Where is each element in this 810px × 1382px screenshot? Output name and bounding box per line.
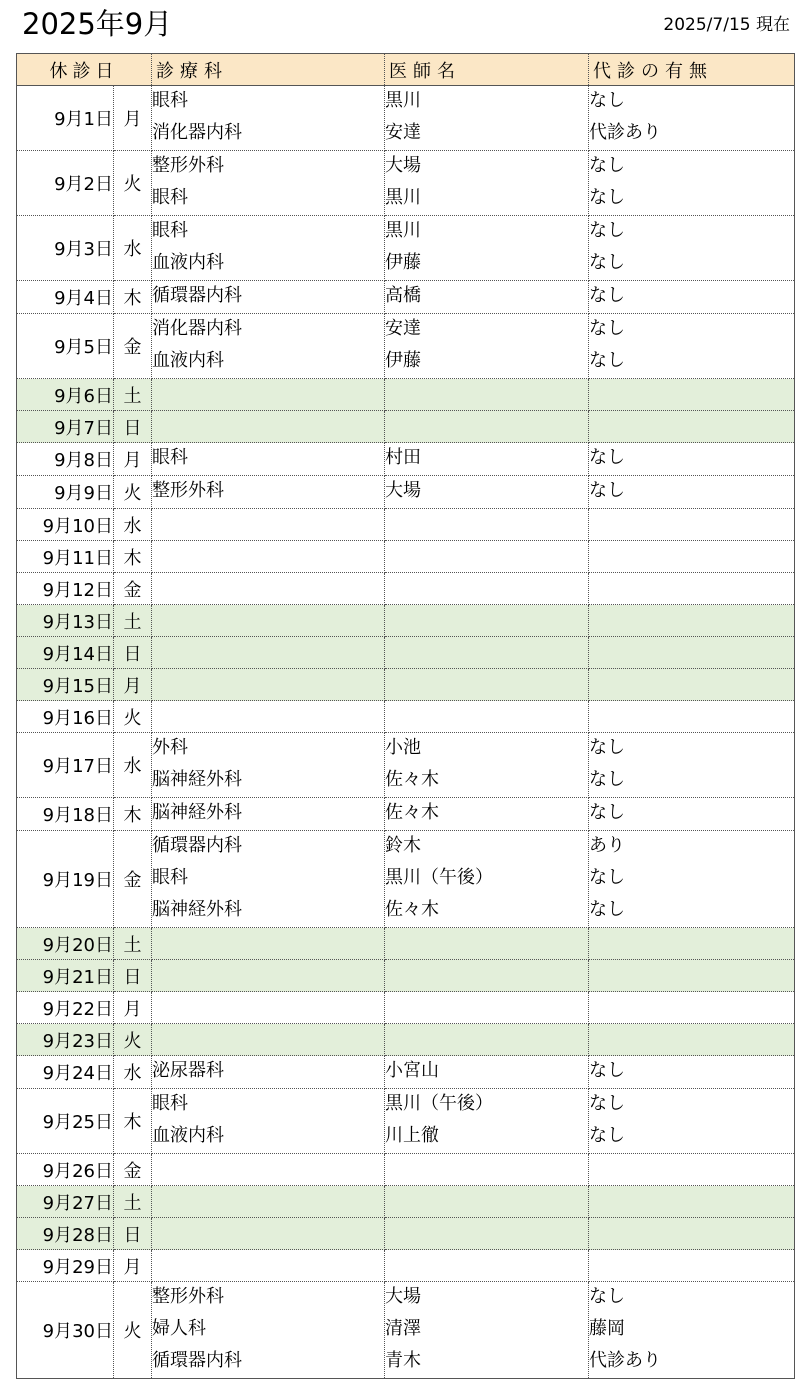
substitute-cell — [589, 605, 795, 637]
table-body — [17, 86, 795, 1379]
doctor-cell — [385, 509, 589, 541]
substitute-cell — [589, 1056, 795, 1089]
department-cell — [152, 281, 385, 314]
substitute-status: なし — [589, 350, 625, 371]
doctor-name: 伊藤 — [385, 350, 421, 371]
table-row — [17, 798, 795, 831]
department-name: 整形外科 — [152, 155, 224, 176]
doctor-cell — [385, 281, 589, 314]
closure-date: 9月10日 — [17, 509, 114, 541]
substitute-cell — [589, 798, 795, 831]
day-of-week: 金 — [114, 831, 152, 928]
closure-date: 9月7日 — [17, 411, 114, 443]
day-of-week: 木 — [114, 1089, 152, 1154]
substitute-cell — [589, 1218, 795, 1250]
department-name: 消化器内科 — [152, 122, 242, 143]
substitute-cell — [589, 992, 795, 1024]
department-cell — [152, 476, 385, 509]
closure-date: 9月9日 — [17, 476, 114, 509]
department-name: 脳神経外科 — [152, 802, 242, 823]
substitute-status: なし — [589, 220, 625, 241]
table-row — [17, 443, 795, 476]
doctor-name: 村田 — [385, 447, 421, 468]
table-row — [17, 605, 795, 637]
department-cell — [152, 379, 385, 411]
substitute-cell — [589, 151, 795, 216]
closure-date: 9月17日 — [17, 733, 114, 798]
substitute-cell — [589, 1250, 795, 1282]
closure-date: 9月29日 — [17, 1250, 114, 1282]
substitute-cell — [589, 86, 795, 151]
day-of-week: 金 — [114, 573, 152, 605]
substitute-status: あり — [589, 835, 625, 856]
closure-date: 9月24日 — [17, 1056, 114, 1089]
page-title: 2025年9月 — [22, 7, 173, 41]
day-of-week: 火 — [114, 1282, 152, 1379]
closure-date: 9月11日 — [17, 541, 114, 573]
department-cell — [152, 1024, 385, 1056]
substitute-cell — [589, 541, 795, 573]
substitute-status: 代診あり — [589, 1350, 661, 1371]
table-row — [17, 379, 795, 411]
doctor-name: 小宮山 — [385, 1060, 439, 1081]
doctor-cell — [385, 151, 589, 216]
doctor-cell — [385, 605, 589, 637]
doctor-name: 佐々木 — [385, 802, 439, 823]
closure-date: 9月30日 — [17, 1282, 114, 1379]
department-name: 外科 — [152, 737, 188, 758]
department-name: 循環器内科 — [152, 285, 242, 306]
day-of-week: 土 — [114, 379, 152, 411]
department-cell — [152, 992, 385, 1024]
day-of-week: 月 — [114, 443, 152, 476]
department-cell — [152, 1186, 385, 1218]
doctor-cell — [385, 314, 589, 379]
table-row — [17, 669, 795, 701]
table-row — [17, 1024, 795, 1056]
substitute-cell — [589, 928, 795, 960]
department-name: 脳神経外科 — [152, 769, 242, 790]
doctor-cell — [385, 216, 589, 281]
header-substitute: 代診の有無 — [589, 54, 795, 86]
substitute-cell — [589, 669, 795, 701]
substitute-status: なし — [589, 447, 625, 468]
closure-date: 9月27日 — [17, 1186, 114, 1218]
day-of-week: 水 — [114, 1056, 152, 1089]
doctor-name: 鈴木 — [385, 835, 421, 856]
department-cell — [152, 928, 385, 960]
substitute-status: なし — [589, 737, 625, 758]
day-of-week: 土 — [114, 605, 152, 637]
closure-date: 9月23日 — [17, 1024, 114, 1056]
substitute-status: なし — [589, 480, 625, 501]
department-cell — [152, 637, 385, 669]
department-name: 眼科 — [152, 220, 188, 241]
closure-date: 9月19日 — [17, 831, 114, 928]
department-name: 眼科 — [152, 187, 188, 208]
day-of-week: 金 — [114, 1154, 152, 1186]
doctor-cell — [385, 669, 589, 701]
department-cell — [152, 798, 385, 831]
substitute-cell — [589, 1024, 795, 1056]
day-of-week: 月 — [114, 992, 152, 1024]
department-cell — [152, 1250, 385, 1282]
substitute-status: なし — [589, 90, 625, 111]
doctor-cell — [385, 411, 589, 443]
substitute-cell — [589, 637, 795, 669]
table-header-row — [17, 54, 795, 86]
day-of-week: 月 — [114, 86, 152, 151]
doctor-cell — [385, 701, 589, 733]
doctor-name: 黒川 — [385, 220, 421, 241]
closure-date: 9月16日 — [17, 701, 114, 733]
department-cell — [152, 86, 385, 151]
day-of-week: 月 — [114, 1250, 152, 1282]
substitute-status: なし — [589, 1286, 625, 1307]
day-of-week: 日 — [114, 960, 152, 992]
department-name: 眼科 — [152, 1093, 188, 1114]
department-name: 循環器内科 — [152, 835, 242, 856]
doctor-cell — [385, 992, 589, 1024]
substitute-status: なし — [589, 155, 625, 176]
as-of-date: 2025/7/15 現在 — [663, 15, 790, 35]
closure-date: 9月26日 — [17, 1154, 114, 1186]
substitute-status: なし — [589, 252, 625, 273]
department-cell — [152, 541, 385, 573]
department-cell — [152, 1282, 385, 1379]
table-row — [17, 831, 795, 928]
department-name: 循環器内科 — [152, 1350, 242, 1371]
doctor-cell — [385, 831, 589, 928]
table-row — [17, 476, 795, 509]
substitute-cell — [589, 1089, 795, 1154]
table-row — [17, 1154, 795, 1186]
table-row — [17, 151, 795, 216]
doctor-name: 青木 — [385, 1350, 421, 1371]
department-name: 血液内科 — [152, 350, 224, 371]
substitute-status: 藤岡 — [589, 1318, 625, 1339]
department-name: 脳神経外科 — [152, 899, 242, 920]
table-row — [17, 928, 795, 960]
doctor-name: 高橋 — [385, 285, 421, 306]
department-cell — [152, 669, 385, 701]
substitute-status: なし — [589, 899, 625, 920]
substitute-status: なし — [589, 802, 625, 823]
doctor-cell — [385, 443, 589, 476]
doctor-cell — [385, 1056, 589, 1089]
table-row — [17, 216, 795, 281]
department-name: 眼科 — [152, 867, 188, 888]
doctor-name: 黒川 — [385, 90, 421, 111]
department-cell — [152, 1056, 385, 1089]
doctor-cell — [385, 1282, 589, 1379]
department-name: 消化器内科 — [152, 318, 242, 339]
department-cell — [152, 443, 385, 476]
closure-schedule-table — [16, 53, 795, 1379]
substitute-cell — [589, 960, 795, 992]
day-of-week: 木 — [114, 798, 152, 831]
doctor-name: 佐々木 — [385, 899, 439, 920]
table-row — [17, 86, 795, 151]
substitute-status: なし — [589, 769, 625, 790]
doctor-name: 安達 — [385, 318, 421, 339]
substitute-status: なし — [589, 867, 625, 888]
substitute-status: なし — [589, 1125, 625, 1146]
doctor-name: 大場 — [385, 480, 421, 501]
doctor-cell — [385, 573, 589, 605]
substitute-cell — [589, 281, 795, 314]
department-name: 眼科 — [152, 90, 188, 111]
table-row — [17, 1089, 795, 1154]
department-cell — [152, 573, 385, 605]
substitute-cell — [589, 476, 795, 509]
doctor-cell — [385, 928, 589, 960]
day-of-week: 火 — [114, 701, 152, 733]
doctor-cell — [385, 1250, 589, 1282]
department-name: 泌尿器科 — [152, 1060, 224, 1081]
doctor-cell — [385, 379, 589, 411]
closure-date: 9月8日 — [17, 443, 114, 476]
substitute-status: なし — [589, 187, 625, 208]
substitute-cell — [589, 509, 795, 541]
closure-date: 9月21日 — [17, 960, 114, 992]
doctor-name: 安達 — [385, 122, 421, 143]
closure-date: 9月12日 — [17, 573, 114, 605]
closure-date: 9月5日 — [17, 314, 114, 379]
table-row — [17, 733, 795, 798]
day-of-week: 木 — [114, 541, 152, 573]
doctor-name: 大場 — [385, 1286, 421, 1307]
closure-date: 9月18日 — [17, 798, 114, 831]
closure-date: 9月13日 — [17, 605, 114, 637]
substitute-status: なし — [589, 1060, 625, 1081]
substitute-status: 代診あり — [589, 122, 661, 143]
header-date: 休診日 — [17, 54, 152, 86]
closure-date: 9月2日 — [17, 151, 114, 216]
doctor-name: 佐々木 — [385, 769, 439, 790]
table-row — [17, 281, 795, 314]
substitute-status: なし — [589, 1093, 625, 1114]
substitute-cell — [589, 379, 795, 411]
day-of-week: 火 — [114, 151, 152, 216]
department-cell — [152, 701, 385, 733]
substitute-cell — [589, 411, 795, 443]
department-name: 整形外科 — [152, 480, 224, 501]
doctor-cell — [385, 637, 589, 669]
substitute-cell — [589, 1282, 795, 1379]
doctor-name: 黒川（午後） — [385, 1093, 493, 1114]
substitute-cell — [589, 701, 795, 733]
department-cell — [152, 733, 385, 798]
department-cell — [152, 831, 385, 928]
department-cell — [152, 411, 385, 443]
substitute-cell — [589, 443, 795, 476]
day-of-week: 水 — [114, 509, 152, 541]
doctor-cell — [385, 86, 589, 151]
closure-date: 9月28日 — [17, 1218, 114, 1250]
doctor-cell — [385, 960, 589, 992]
doctor-name: 伊藤 — [385, 252, 421, 273]
table-row — [17, 314, 795, 379]
closure-date: 9月1日 — [17, 86, 114, 151]
day-of-week: 日 — [114, 1218, 152, 1250]
table-row — [17, 1186, 795, 1218]
doctor-name: 黒川 — [385, 187, 421, 208]
department-name: 血液内科 — [152, 1125, 224, 1146]
doctor-name: 黒川（午後） — [385, 867, 493, 888]
closure-date: 9月15日 — [17, 669, 114, 701]
doctor-name: 川上徹 — [385, 1125, 439, 1146]
department-name: 整形外科 — [152, 1286, 224, 1307]
day-of-week: 水 — [114, 216, 152, 281]
doctor-name: 清澤 — [385, 1318, 421, 1339]
doctor-cell — [385, 476, 589, 509]
substitute-cell — [589, 1186, 795, 1218]
substitute-cell — [589, 831, 795, 928]
closure-date: 9月6日 — [17, 379, 114, 411]
department-cell — [152, 605, 385, 637]
closure-date: 9月3日 — [17, 216, 114, 281]
table-row — [17, 960, 795, 992]
table-row — [17, 1218, 795, 1250]
department-name: 婦人科 — [152, 1318, 206, 1339]
table-row — [17, 1056, 795, 1089]
department-cell — [152, 509, 385, 541]
substitute-cell — [589, 1154, 795, 1186]
table-row — [17, 1282, 795, 1379]
doctor-name: 大場 — [385, 155, 421, 176]
day-of-week: 日 — [114, 637, 152, 669]
doctor-cell — [385, 1024, 589, 1056]
day-of-week: 金 — [114, 314, 152, 379]
substitute-cell — [589, 216, 795, 281]
department-name: 眼科 — [152, 447, 188, 468]
doctor-cell — [385, 733, 589, 798]
day-of-week: 水 — [114, 733, 152, 798]
substitute-status: なし — [589, 285, 625, 306]
day-of-week: 火 — [114, 476, 152, 509]
header-doctor: 医師名 — [385, 54, 589, 86]
table-row — [17, 509, 795, 541]
doctor-cell — [385, 1186, 589, 1218]
day-of-week: 土 — [114, 928, 152, 960]
doctor-cell — [385, 1089, 589, 1154]
substitute-cell — [589, 314, 795, 379]
table-row — [17, 1250, 795, 1282]
department-name: 血液内科 — [152, 252, 224, 273]
department-cell — [152, 960, 385, 992]
doctor-cell — [385, 1154, 589, 1186]
substitute-status: なし — [589, 318, 625, 339]
closure-date: 9月14日 — [17, 637, 114, 669]
doctor-cell — [385, 541, 589, 573]
department-cell — [152, 216, 385, 281]
substitute-cell — [589, 573, 795, 605]
department-cell — [152, 1089, 385, 1154]
department-cell — [152, 151, 385, 216]
day-of-week: 月 — [114, 669, 152, 701]
table-row — [17, 637, 795, 669]
day-of-week: 木 — [114, 281, 152, 314]
closure-date: 9月20日 — [17, 928, 114, 960]
doctor-name: 小池 — [385, 737, 421, 758]
table-row — [17, 541, 795, 573]
department-cell — [152, 1218, 385, 1250]
header-department: 診療科 — [152, 54, 385, 86]
department-cell — [152, 1154, 385, 1186]
table-row — [17, 992, 795, 1024]
day-of-week: 土 — [114, 1186, 152, 1218]
table-row — [17, 573, 795, 605]
table-row — [17, 701, 795, 733]
substitute-cell — [589, 733, 795, 798]
closure-date: 9月25日 — [17, 1089, 114, 1154]
department-cell — [152, 314, 385, 379]
doctor-cell — [385, 1218, 589, 1250]
day-of-week: 火 — [114, 1024, 152, 1056]
closure-date: 9月22日 — [17, 992, 114, 1024]
table-row — [17, 411, 795, 443]
day-of-week: 日 — [114, 411, 152, 443]
closure-date: 9月4日 — [17, 281, 114, 314]
doctor-cell — [385, 798, 589, 831]
